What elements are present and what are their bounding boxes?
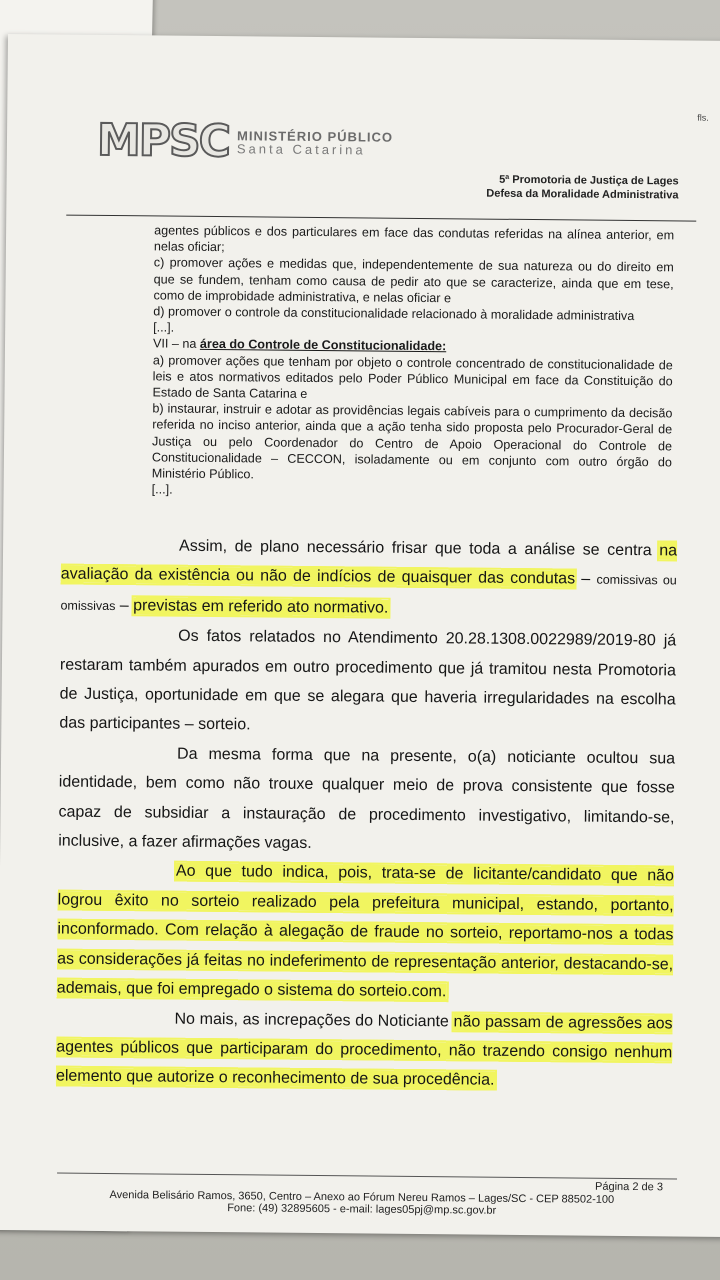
quote-heading-prefix: VII – na: [152, 336, 201, 352]
office-line-1: 5ª Promotoria de Justiça de Lages: [499, 173, 679, 188]
paragraph-1: [60, 531, 677, 627]
quote-line: [...].: [153, 320, 175, 335]
paragraph-5: [56, 1003, 673, 1097]
quote-line: c) promover ações e medidas que, independentemente de sua natureza ou do direito em que se fundem, tenham como causa de pedir ato que se caracterize, ainda que em tese, como de improbidade administrativa, e nelas oficiar e: [153, 255, 674, 306]
office-line-2: Defesa da Moralidade Administrativa: [486, 187, 679, 202]
document-page: [0, 34, 720, 1237]
quote-line: agentes públicos e dos particulares em face das condutas referidas na alínea anterior, em nelas oficiar;: [153, 223, 675, 255]
quote-heading-underlined: área do Controle de Constitucionalidade:: [199, 337, 447, 354]
footer-contact: Fone: (49) 32895605 - e-mail: lages05pj@mp.sc.gov.br: [227, 1202, 497, 1217]
p4-highlight: Ao que tudo indica, pois, trata-se de licitante/candidato que não logrou êxito no sorteio realizado pela prefeitura municipal, estando, portanto, inconformado. Com relação à alegação de fraude no sorteio, reportamo-nos a todas as considerações já feitas no indeferimento de representação anterior, destacando-se, ademais, que foi empregado o sistema do sorteio.com.: [56, 863, 675, 1001]
quote-line: a) promover ações que tenham por objeto o controle concentrado de constitucionalidade de leis e atos normativos editados pelo Poder Público Municipal em face da Constituição do Estado de Santa Catarina e: [152, 353, 673, 401]
mpsc-logo: [97, 115, 393, 169]
logo-text: [237, 129, 393, 156]
logo-line-1: MINISTÉRIO PÚBLICO: [236, 127, 394, 145]
p1-dash-2: –: [115, 596, 134, 615]
footer-address: Avenida Belisário Ramos, 3650, Centro – Anexo ao Fórum Nereu Ramos – Lages/SC - CEP 88502-100: [109, 1188, 615, 1206]
p1-highlight-2: previstas em referido ato normativo.: [133, 597, 389, 617]
page-footer: [57, 1176, 667, 1219]
folio-mark: fls.: [697, 112, 709, 123]
p5-highlight: não passam de agressões aos agentes públicos que participaram do procedimento, não trazendo consigo nenhum elemento que autorize o reconhecimento de sua procedência.: [55, 1012, 673, 1090]
header-divider: [66, 215, 696, 222]
logo-mark: MPSC: [96, 114, 230, 168]
paragraph-3: Da mesma forma que na presente, o(a) noticiante ocultou sua identidade, bem como não trouxe qualquer meio de prova consistente que fosse capaz de subsidiar a instauração de procedimento investigativo, limitando-se, inclusive, a fazer afirmações vagas.: [58, 745, 676, 853]
p1-small-text: comissivas ou omissivas: [60, 573, 677, 613]
paragraph-4: [57, 856, 674, 1009]
p5-text: No mais, as increpações do Noticiante: [174, 1010, 454, 1030]
logo-line-2: Santa Catarina: [236, 140, 366, 157]
quote-line: [...].: [151, 482, 173, 497]
p1-text: Assim, de plano necessário frisar que toda a análise se centra: [179, 537, 660, 560]
quote-line: d) promover o controle da constitucionalidade relacionado à moralidade administrativa: [153, 304, 635, 324]
quote-line: b) instaurar, instruir e adotar as providências legais cabíveis para o cumprimento da decisão referida no inciso anterior, ainda que a ação tenha sido proposta pelo Procurador-Geral de Justiça ou pelo Coordenador do Centro de Apoio Operacional do Controle de Constitucionalidade – CECCON, isoladamente ou em conjunto com outro órgão do Ministério Público.: [151, 401, 673, 482]
page-number: Página 2 de 3: [595, 1180, 664, 1194]
legal-quote: [152, 222, 675, 502]
p1-dash: –: [575, 570, 597, 589]
p1-highlight: na avaliação da existência ou não de indícios de quaisquer das condutas: [60, 542, 678, 588]
paragraph-2: Os fatos relatados no Atendimento 20.28.1308.0022989/2019-80 já restaram também apurados em outro procedimento que já tramitou nesta Promotoria de Justiça, oportunidade em que se alegara que haveria irregularidades na escolha das participantes – sorteio.: [59, 627, 677, 734]
office-heading: [486, 173, 678, 203]
body-text: [56, 531, 677, 1098]
